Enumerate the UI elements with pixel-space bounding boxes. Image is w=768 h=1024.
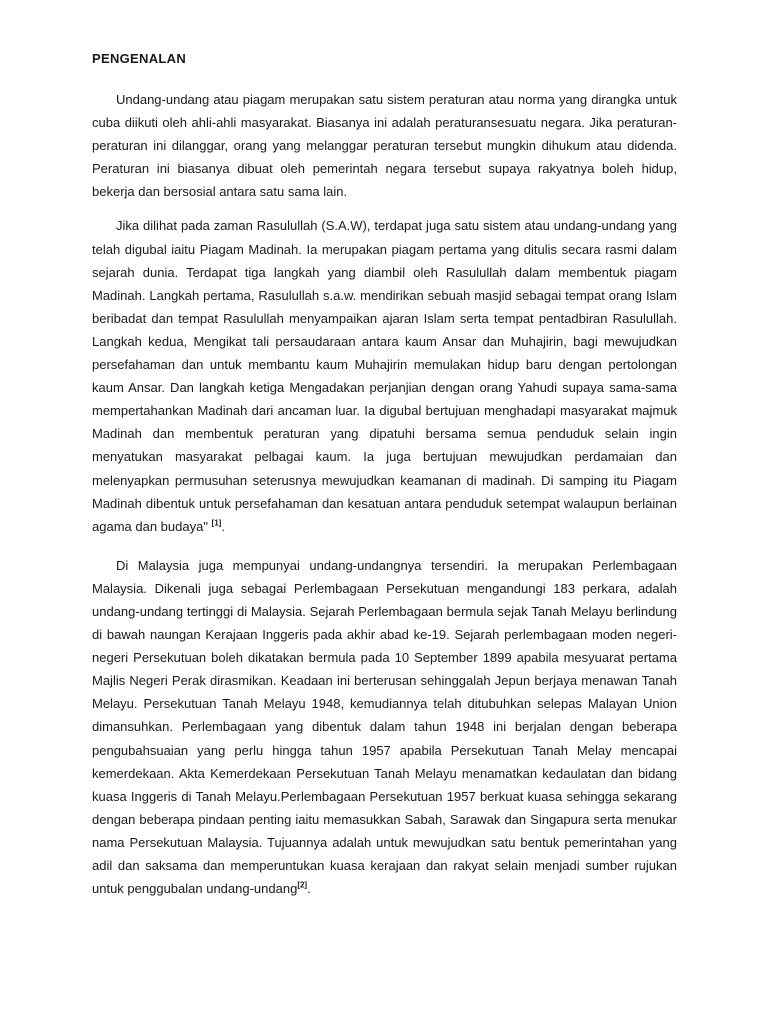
paragraph-text: Di Malaysia juga mempunyai undang-undangnya tersendiri. Ia merupakan Perlembagaan Malaysia. Dikenali juga sebagai Perlembagaan Persekutuan mengandungi 183 perkara, adalah undang-undang tertinggi di Malaysia. Sejarah Perlembagaan bermula sejak Tanah Melayu berlindung di bawah naungan Kerajaan Inggeris pada akhir abad ke-19. Sejarah perlembagaan moden negeri-negeri Persekutuan boleh dikatakan bermula pada 10 September 1899 apabila mesyuarat pertama Majlis Negeri Perak dirasmikan. Keadaan ini berterusan sehinggalah Jepun berjaya menawan Tanah Melayu. Persekutuan Tanah Melayu 1948, kemudiannya telah ditubuhkan selepas Malayan Union dimansuhkan. Perlembagaan yang dibentuk dalam tahun 1948 ini berjalan dengan beberapa pengubahsuaian yang perlu hingga tahun 1957 apabila Persekutuan Tanah Melay mencapai kemerdekaan. Akta Kemerdekaan Persekutuan Tanah Melayu menamatkan kedaulatan dan bidang kuasa Inggeris di Tanah Melayu.Perlembagaan Persekutuan 1957 berkuat kuasa sehingga sekarang dengan beberapa pindaan penting iaitu memasukkan Sabah, Sarawak dan Singapura serta menukar nama Persekutuan Malaysia. Tujuannya adalah untuk mewujudkan satu bentuk pemerintahan yang adil dan saksama dan memperuntukan kuasa kerajaan dan rakyat selain menjadi sumber rujukan untuk penggubalan undang-undang [92, 557, 677, 897]
section-heading: PENGENALAN [92, 51, 187, 66]
citation-marker: [2] [297, 880, 308, 890]
document-page [92, 50, 677, 911]
paragraph-tail: . [307, 881, 311, 897]
paragraph-text: Undang-undang atau piagam merupakan satu sistem peraturan atau norma yang dirangka untuk cuba diikuti oleh ahli-ahli masyarakat. Biasanya ini adalah peraturansesuatu negara. Jika peraturan-peraturan ini dilanggar, orang yang melanggar peraturan tersebut mungkin dihukum atau didenda. Peraturan ini biasanya dibuat oleh pemerintah negara tersebut supaya rakyatnya boleh hidup, bekerja dan bersosial antara satu sama lain. [92, 92, 677, 200]
paragraph-perlembagaan-malaysia [92, 554, 677, 900]
paragraph-introduction [92, 88, 677, 203]
paragraph-tail: . [221, 518, 225, 534]
paragraph-piagam-madinah [92, 214, 677, 537]
citation-marker: [1] [211, 518, 222, 528]
paragraph-text: Jika dilihat pada zaman Rasulullah (S.A.W), terdapat juga satu sistem atau undang-undang yang telah digubal iaitu Piagam Madinah. Ia merupakan piagam pertama yang ditulis secara rasmi dalam sejarah dunia. Terdapat tiga langkah yang diambil oleh Rasulullah dalam membentuk piagam Madinah. Langkah pertama, Rasulullah s.a.w. mendirikan sebuah masjid sebagai tempat orang Islam beribadat dan tempat Rasulullah menyampaikan ajaran Islam serta tempat pentadbiran Rasulullah. Langkah kedua, Mengikat tali persaudaraan antara kaum Ansar dan Muhajirin, bagi mewujudkan persefahaman dan untuk membantu kaum Muhajirin memulakan hidup baru dengan pertolongan kaum Ansar. Dan langkah ketiga Mengadakan perjanjian dengan orang Yahudi supaya sama-sama mempertahankan Madinah dari ancaman luar. Ia digubal bertujuan menghadapi masyarakat majmuk Madinah dan membentuk peraturan yang dipatuhi bersama semua penduduk selain ingin menyatukan masyarakat pelbagai kaum. Ia juga bertujuan mewujudkan perdamaian dan melenyapkan permusuhan seterusnya mewujudkan keamanan di madinah. Di samping itu Piagam Madinah dibentuk untuk persefahaman dan kesatuan antara penduduk setempat walaupun berlainan agama dan budaya" [92, 218, 677, 534]
